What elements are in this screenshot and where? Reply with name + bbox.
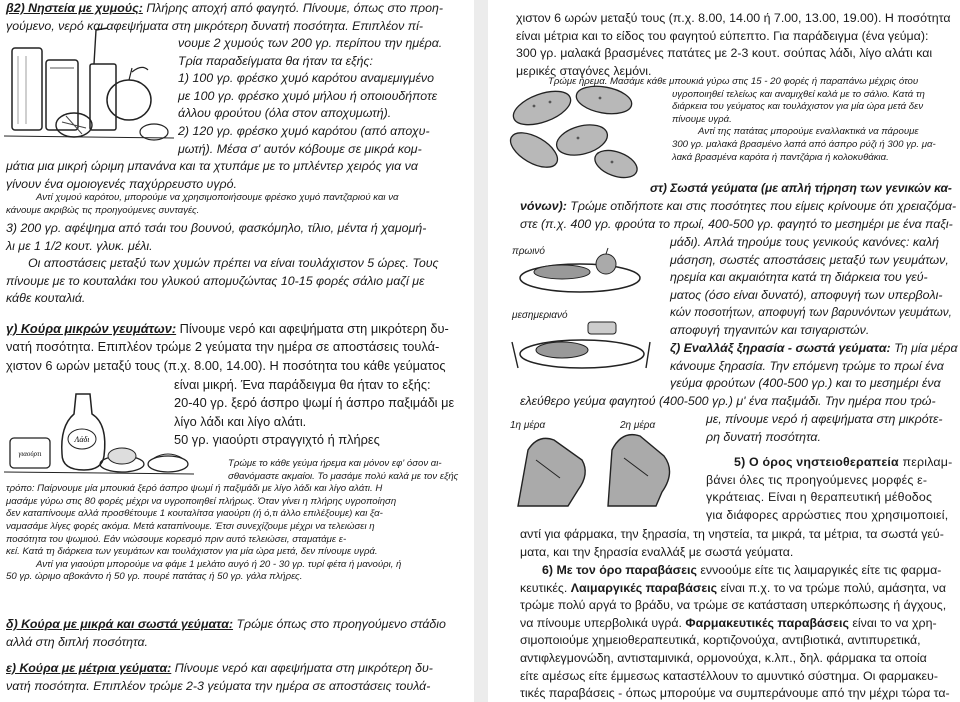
section-5 — [706, 454, 958, 524]
section-g-example — [174, 376, 468, 450]
section-b2-cont — [6, 158, 468, 193]
text-line: γκράτειας. Είναι η θεραπευτική μέθοδος — [706, 490, 933, 505]
page-gutter — [474, 0, 488, 702]
text-line: αντιφλεγμονώδη, αντισταμινικά, ορμονούχα, κ.λπ., δηλ. φάρμακα τα οποία — [520, 650, 927, 665]
section-z-heading: ζ) Εναλλάξ ξηρασία - σωστά γεύματα: — [670, 341, 891, 355]
section-6 — [520, 562, 958, 702]
text-line: στε (π.χ. 400 γρ. φρούτα το πρωί, 400-500 γρ. φαγητό το μεσημέρι με ένα παξι- — [520, 216, 953, 231]
text-line: τικές παραβάσεις - όπως μπορούμε να συμπεράνουμε από την μέχρι τώρα τα- — [520, 686, 950, 701]
meal-plates-illustration — [510, 242, 660, 402]
text-line: σθανόμαστε ακμαίοι. Το μασάμε πολύ καλά με τον εξής — [228, 470, 459, 482]
text-line: 50 γρ. γιαούρτι στραγγιχτό ή πλήρες — [174, 432, 380, 448]
text-line: Πλήρης αποχή από φαγητό. Πίνουμε, όπως στο προη- — [142, 1, 444, 15]
text-line: 300 γρ. μαλακά βρασμένο λαπά από άσπρο ρύζι ή 300 γρ. μα- — [672, 138, 936, 150]
text-line: είναι το να χρη- — [848, 615, 937, 630]
label-day2: 2η μέρα — [620, 420, 656, 431]
section-st-heading: στ) Σωστά γεύματα (με απλή τήρηση των γενικών κα- — [650, 181, 952, 195]
left-page — [0, 0, 472, 702]
text-line: λακά βρασμένα καρότα ή παντζάρια ή κολοκυθάκια. — [672, 151, 889, 163]
text-line: μάσηση, σωστές αποστάσεις μεταξύ των γευμάτων, — [670, 252, 949, 267]
text-line: Αντί της πατάτας μπορούμε εναλλακτικά να πάρουμε — [698, 126, 919, 138]
text-line: Λαιμαργικές παραβάσεις — [570, 580, 718, 595]
section-b2-note — [6, 192, 468, 217]
section-e-instructions — [548, 76, 958, 164]
text-line: μάτια μια μικρή ώριμη μπανάνα και τα χτυπάμε με το μπλέντερ χειρός για να — [6, 159, 418, 173]
text-line: περιλαμ- — [898, 455, 953, 469]
text-line: ελεύθερο γεύμα φαγητού (400-500 γρ.) μ' ένα παξιμάδι. Την ημέρα που τρώ- — [520, 394, 936, 408]
text-line: άλλου φρούτου (όλα στον αποχυμωτή). — [178, 106, 392, 121]
text-line: για διάφορες αρρώστιες που χρησιμοποιεί, — [706, 507, 949, 522]
text-line: νατή ποσότητα. Επιπλέον τρώμε 2-3 γεύματα την ημέρα σε αποστάσεις τουλά- — [6, 678, 431, 693]
text-line: 3) 200 γρ. αφέψημα από τσάι του βουνού, φασκόμηλο, τίλιο, μέντα ή χαμομή- — [6, 221, 427, 235]
text-line: Αντί χυμού καρότου, μπορούμε να χρησιμοποιήσουμε φρέσκο χυμό παντζαριού και να — [36, 192, 399, 203]
section-b2-heading: β2) Νηστεία με χυμούς: — [6, 1, 143, 15]
text-line: κεί. Κατά τη διάρκεια των γευμάτων και τουλάχιστον για μία ώρα μετά, δεν πίνουμε υγρά. — [6, 546, 378, 558]
text-line: πίνουμε υγρά. — [672, 113, 732, 125]
label-morning: πρωινό — [512, 246, 545, 257]
section-z — [670, 340, 958, 393]
text-line: τρόπο: Παίρνουμε μία μπουκιά ξερό άσπρο ψωμί ή παξιμάδι με λίγο λάδι και λίγο αλάτι. Η — [6, 483, 383, 495]
text-line: γίνουν ένα ομοιογενές παχύρρευστο υγρό. — [6, 176, 237, 191]
section-z-end — [706, 411, 958, 446]
section-d — [6, 616, 468, 651]
section-st-head — [650, 180, 958, 198]
label-noon: μεσημεριανό — [512, 310, 568, 321]
text-line: κάνουμε ακριβώς τις προηγούμενες συνταγές. — [6, 204, 200, 216]
text-line: νατή ποσότητα. Επιπλέον τρώμε 2 γεύματα την ημέρα σε αποστάσεις τουλά- — [6, 339, 440, 355]
text-line: αντί για φάρμακα, την ξηρασία, τη νηστεία, τα μικρά, τα μέτρια, τα σωστά γεύ- — [520, 527, 944, 541]
section-g-heading: γ) Κούρα μικρών γευμάτων: — [6, 321, 177, 336]
text-line: είναι μικρή. Ένα παράδειγμα θα ήταν το εξής: — [174, 377, 431, 392]
text-line: Τρώμε όπως στο προηγούμενο στάδιο — [233, 617, 446, 631]
text-line: κευτικές. — [520, 580, 571, 595]
section-st — [520, 198, 958, 233]
section-b2 — [6, 0, 466, 35]
text-line: 20-40 γρ. ξερό άσπρο ψωμί ή άσπρο παξιμάδι με — [174, 395, 455, 411]
text-line: 2) 120 γρ. φρέσκο χυμό καρότου (από αποχυ- — [178, 123, 430, 138]
section-e-heading: ε) Κούρα με μέτρια γεύματα: — [6, 661, 172, 675]
juice-glasses-illustration — [4, 20, 174, 142]
text-line: χιστον 6 ωρών μεταξύ τους (π.χ. 8.00, 14.00). Η ποσότητα του κάθε γεύματος — [6, 357, 446, 373]
text-line: Οι αποστάσεις μεταξύ των χυμών πρέπει να είναι τουλάχιστον 5 ώρες. Τους — [28, 256, 439, 271]
text-line: ηρεμία και ακμαιότητα κατά τη διάρκεια του γεύ- — [670, 270, 928, 285]
text-line: 300 γρ. μαλακά βρασμένες πατάτες με 2-3 κουτ. σούπας λάδι, λίγο αλάτι και — [516, 46, 933, 61]
text-line: τρώμε πολύ αργά το βράδυ, να τρώμε σε κατάσταση υπερκόπωσης ή άγχους, — [520, 598, 947, 613]
text-line: ματος (όσο είναι δυνατό), αποφυγή των υπερβολι- — [670, 287, 943, 302]
text-line: ματα, και την ξηρασία εναλλάξ με σωστά γεύματα. — [520, 544, 794, 559]
text-line: λι με 1 1/2 κουτ. γλυκ. μέλι. — [6, 238, 153, 253]
text-line: χιστον 6 ωρών μεταξύ τους (π.χ. 8.00, 14.00 ή 7.00, 13.00, 19.00). Η ποσότητα — [516, 11, 951, 25]
text-line: αλλά στη διπλή ποσότητα. — [6, 634, 148, 649]
text-line: μωτή). Μέσα σ' αυτόν κόβουμε σε μικρά κομ- — [178, 141, 422, 156]
text-line: μερικές σταγόνες λεμόνι. — [516, 63, 652, 78]
section-z-cont — [520, 393, 958, 411]
text-line: Πίνουμε νερό και αφεψήματα στη μικρότερη δυ- — [171, 661, 433, 675]
text-line: κών ποσοτήτων, αποφυγή των βαρυνόντων γευμάτων, — [670, 306, 952, 320]
text-line: Τρώμε ήρεμα. Μασάμε κάθε μπουκιά γύρω στις 15 - 20 φορές ή παραπάνω μέχρις ότου — [548, 76, 919, 87]
text-line: Τρία παραδείγματα θα ήταν τα εξής: — [178, 53, 373, 68]
text-line: με 100 γρ. φρέσκο χυμό μήλου ή οποιουδήποτε — [178, 88, 438, 103]
text-line: εννοούμε είτε τις λαιμαργικές είτε τις φαρμα- — [696, 563, 942, 577]
text-line: μασάμε γύρω στις 80 φορές μέχρι να υγροποιηθεί πλήρως. Όταν γίνει η πλήρης υγροποίηση — [6, 495, 397, 507]
text-line: είτε αμέσως είτε έμμεσως καταστέλλουν το αμυντικό σύστημα. Οι φαρμακευ- — [520, 668, 938, 683]
text-line: διάρκεια του γεύματος και τουλάχιστον για μία ώρα μετά δεν — [672, 101, 924, 113]
section-d-heading: δ) Κούρα με μικρά και σωστά γεύματα: — [6, 617, 234, 631]
section-g — [6, 320, 468, 375]
text-line: γούμενο, νερό και αφεψήματα στη μικρότερη δυνατή ποσότητα. Επιπλέον πί- — [6, 18, 423, 33]
section-e-cont — [516, 10, 956, 80]
section-6-heading: 6) Με τον όρο παραβάσεις — [542, 563, 697, 577]
text-line: Τρώμε οτιδήποτε και στις ποσότητες που είμεις κρίνουμε ότι χρειαζόμα- — [566, 199, 957, 213]
text-line: Φαρμακευτικές παραβάσεις — [685, 615, 849, 630]
text-line: είναι π.χ. το να τρώμε πολύ, αμάσητα, να — [717, 580, 947, 595]
yogurt-bowl-label: γιαούρτι — [18, 450, 42, 458]
text-line: με, πίνουμε νερό ή αφεψήματα στη μικρότε- — [706, 412, 943, 426]
text-line: ποσότητα του ψωμιού. Εάν νιώσουμε κορεσμό πριν αυτό τελειώσει, σταματάμε ε- — [6, 533, 347, 545]
section-5-cont — [520, 526, 958, 561]
text-line: δεν καταπίνουμε αλλά προσθέτουμε 1 κουταλίτσα γιαούρτι (ή ό,τι άλλο επιλέξουμε) και ξα- — [6, 508, 383, 520]
right-page — [490, 0, 960, 702]
text-line: είναι μέτρια και το είδος του φαγητού εύπεπτο. Για παράδειγμα (ένα γεύμα): — [516, 28, 929, 43]
text-line: να πίνουμε υπερβολικά υγρά. — [520, 615, 686, 630]
section-g-instructions — [6, 458, 468, 584]
section-st-rules — [670, 234, 958, 340]
days-illustration — [508, 420, 698, 510]
text-line: πίνουμε με το κουταλάκι του γλυκού απομυζώντας 10-15 φορές σάλιο μαζί με — [6, 273, 425, 288]
text-line: υγροποιηθεί τελείως και αναμιχθεί καλά με το σάλιο. Κατά τη — [672, 88, 925, 100]
text-line: ρη δυνατή ποσότητα. — [706, 429, 821, 444]
label-day1: 1η μέρα — [510, 420, 546, 431]
section-b2-recipes — [178, 35, 468, 158]
oil-jar-label: Λάδι — [74, 435, 90, 444]
text-line: 1) 100 γρ. φρέσκο χυμό καρότου αναμεμιγμένο — [178, 71, 434, 86]
text-line: ναμασάμε λίγες φορές ακόμα. Μετά καταπίνουμε. Έτσι συνεχίζουμε μέχρι να τελειώσει η — [6, 520, 375, 532]
text-line: κάνουμε ξηρασία. Την επόμενη τρώμε το πρωί ένα — [670, 358, 944, 373]
text-line: 50 γρ. ώριμο αβοκάντο ή 50 γρ. πουρέ πατάτας ή 50 γρ. γάλα πλήρες. — [6, 571, 303, 583]
text-line: Πίνουμε νερό και αφεψήματα στη μικρότερη δυ- — [176, 321, 449, 336]
text-line: αποφυγή τηγανιτών και τσιγαριστών. — [670, 322, 870, 337]
text-line: λίγο λάδι και λίγο αλάτι. — [174, 413, 307, 429]
text-line: κάθε κουταλιά. — [6, 291, 86, 306]
text-line: Αντί για γιαούρτι μπορούμε να φάμε 1 μελάτο αυγό ή 20 - 30 γρ. τυρί φέτα ή μανούρι, ή — [36, 558, 402, 570]
text-line: Τη μία μέρα — [890, 341, 958, 355]
section-b2-tea — [6, 220, 468, 308]
text-line: Τρώμε το κάθε γεύμα ήρεμα και μόνον εφ' όσον αι- — [228, 458, 442, 469]
section-5-heading: 5) Ο όρος νηστειοθεραπεία — [734, 455, 899, 469]
section-e — [6, 660, 468, 695]
text-line: νόνων): — [520, 199, 567, 213]
text-line: βάνει όλες τις προηγούμενες μορφές ε- — [706, 472, 928, 487]
text-line: σιμοποιούμε χημειοθεραπευτικά, κορτιζονούχα, αντιβιοτικά, αντιπυρετικά, — [520, 633, 921, 648]
text-line: νουμε 2 χυμούς των 200 γρ. περίπου την ημέρα. — [178, 36, 443, 50]
text-line: γεύμα φρούτων (400-500 γρ.) και το μεσημέρι ένα — [670, 376, 941, 391]
text-line: μάδι). Απλά τηρούμε τους γενικούς κανόνες: καλή — [670, 235, 939, 249]
